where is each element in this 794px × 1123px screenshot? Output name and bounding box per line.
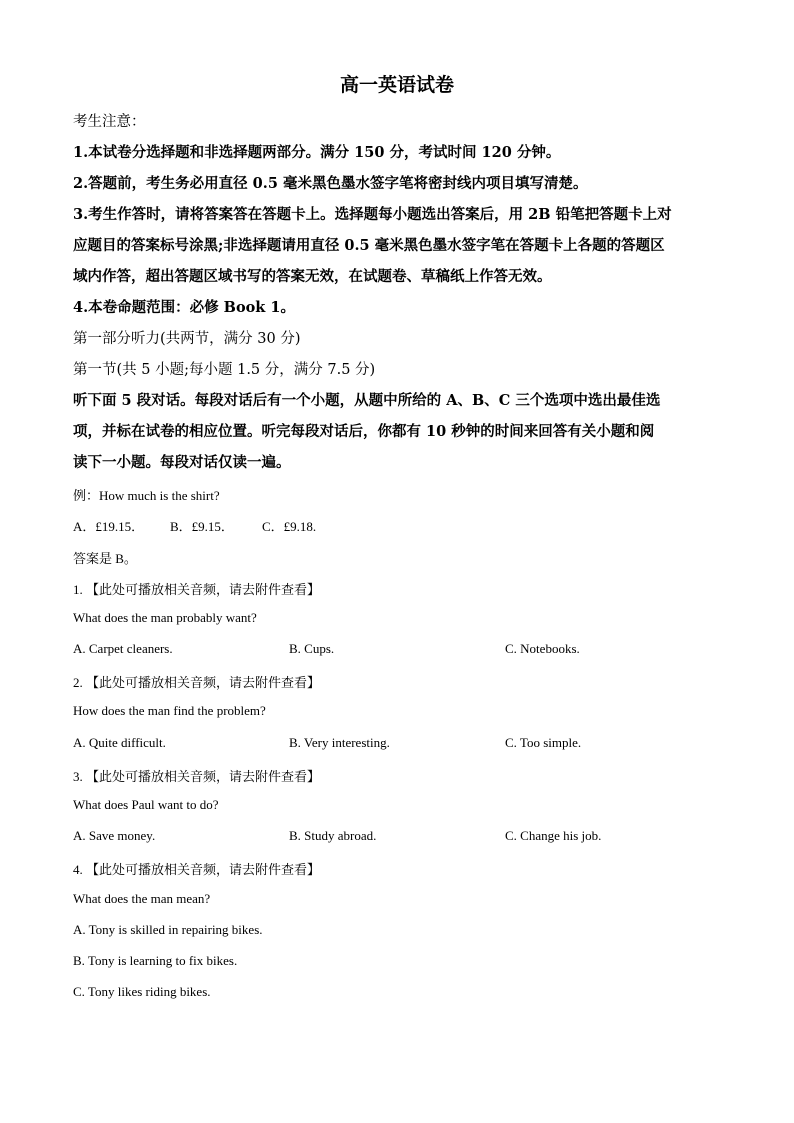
notice-item-3: 3.考生作答时，请将答案答在答题卡上。选择题每小题选出答案后，用 2B 铅笔把答题卡上对 xyxy=(73,206,672,223)
notice-item-1: 1.本试卷分选择题和非选择题两部分。满分 150 分，考试时间 120 分钟。 xyxy=(73,144,561,161)
question-1-option-b: B. Cups. xyxy=(289,641,335,656)
subsection-heading: 第一节(共 5 小题;每小题 1.5 分，满分 7.5 分) xyxy=(73,362,376,378)
question-3-options xyxy=(0,828,794,846)
notice-item-4: 4.本卷命题范围：必修 Book 1。 xyxy=(73,299,295,316)
notice-heading: 考生注意： xyxy=(73,114,146,130)
question-2-option-a: A. Quite difficult. xyxy=(73,735,166,750)
question-4-option-c: C. Tony likes riding bikes. xyxy=(73,984,211,999)
question-2-option-b: B. Very interesting. xyxy=(289,735,390,750)
notice-item-2: 2.答题前，考生务必用直径 0.5 毫米黑色墨水签字笔将密封线内项目填写清楚。 xyxy=(73,175,588,192)
question-1-text: What does the man probably want? xyxy=(73,610,257,625)
notice-item-3-cont: 应题目的答案标号涂黑;非选择题请用直径 0.5 毫米黑色墨水签字笔在答题卡上各题的答题区 xyxy=(73,237,665,254)
question-3-option-a: A. Save money. xyxy=(73,828,156,843)
question-2-label: 2. 【此处可播放相关音频，请去附件查看】 xyxy=(73,675,321,690)
question-2-text: How does the man find the problem? xyxy=(73,703,266,718)
example-options xyxy=(0,516,794,534)
question-3-option-c: C. Change his job. xyxy=(505,828,602,843)
question-4-text: What does the man mean? xyxy=(73,891,211,906)
example-option-b: B．£9.15． xyxy=(170,519,234,534)
question-3-option-b: B. Study abroad. xyxy=(289,828,377,843)
question-3-label: 3. 【此处可播放相关音频，请去附件查看】 xyxy=(73,769,321,784)
question-1-option-c: C. Notebooks. xyxy=(505,641,580,656)
question-2-option-c: C. Too simple. xyxy=(505,735,582,750)
example-answer: 答案是 B。 xyxy=(73,551,137,566)
instructions-line-3: 读下一小题。每段对话仅读一遍。 xyxy=(73,454,291,471)
question-4-option-b: B. Tony is learning to fix bikes. xyxy=(73,953,238,968)
notice-item-3-end: 域内作答，超出答题区域书写的答案无效，在试题卷、草稿纸上作答无效。 xyxy=(73,268,552,285)
instructions-line-1: 听下面 5 段对话。每段对话后有一个小题，从题中所给的 A、B、C 三个选项中选出最佳选 xyxy=(73,392,661,409)
instructions-line-2: 项，并标在试卷的相应位置。听完每段对话后，你都有 10 秒钟的时间来回答有关小题和阅 xyxy=(73,423,655,440)
question-1-option-a: A. Carpet cleaners. xyxy=(73,641,173,656)
question-2-options xyxy=(0,735,794,753)
question-3-text: What does Paul want to do? xyxy=(73,797,219,812)
question-4-option-a: A. Tony is skilled in repairing bikes. xyxy=(73,922,263,937)
question-1-label: 1. 【此处可播放相关音频，请去附件查看】 xyxy=(73,582,321,597)
example-question: 例：How much is the shirt? xyxy=(73,488,220,503)
page-title: 高一英语试卷 xyxy=(339,74,454,96)
question-4-label: 4. 【此处可播放相关音频，请去附件查看】 xyxy=(73,862,321,877)
part-heading: 第一部分听力(共两节，满分 30 分) xyxy=(73,331,301,347)
example-option-c: C．£9.18. xyxy=(262,519,317,534)
example-option-a: A．£19.15． xyxy=(73,519,145,534)
question-1-options xyxy=(0,641,794,659)
